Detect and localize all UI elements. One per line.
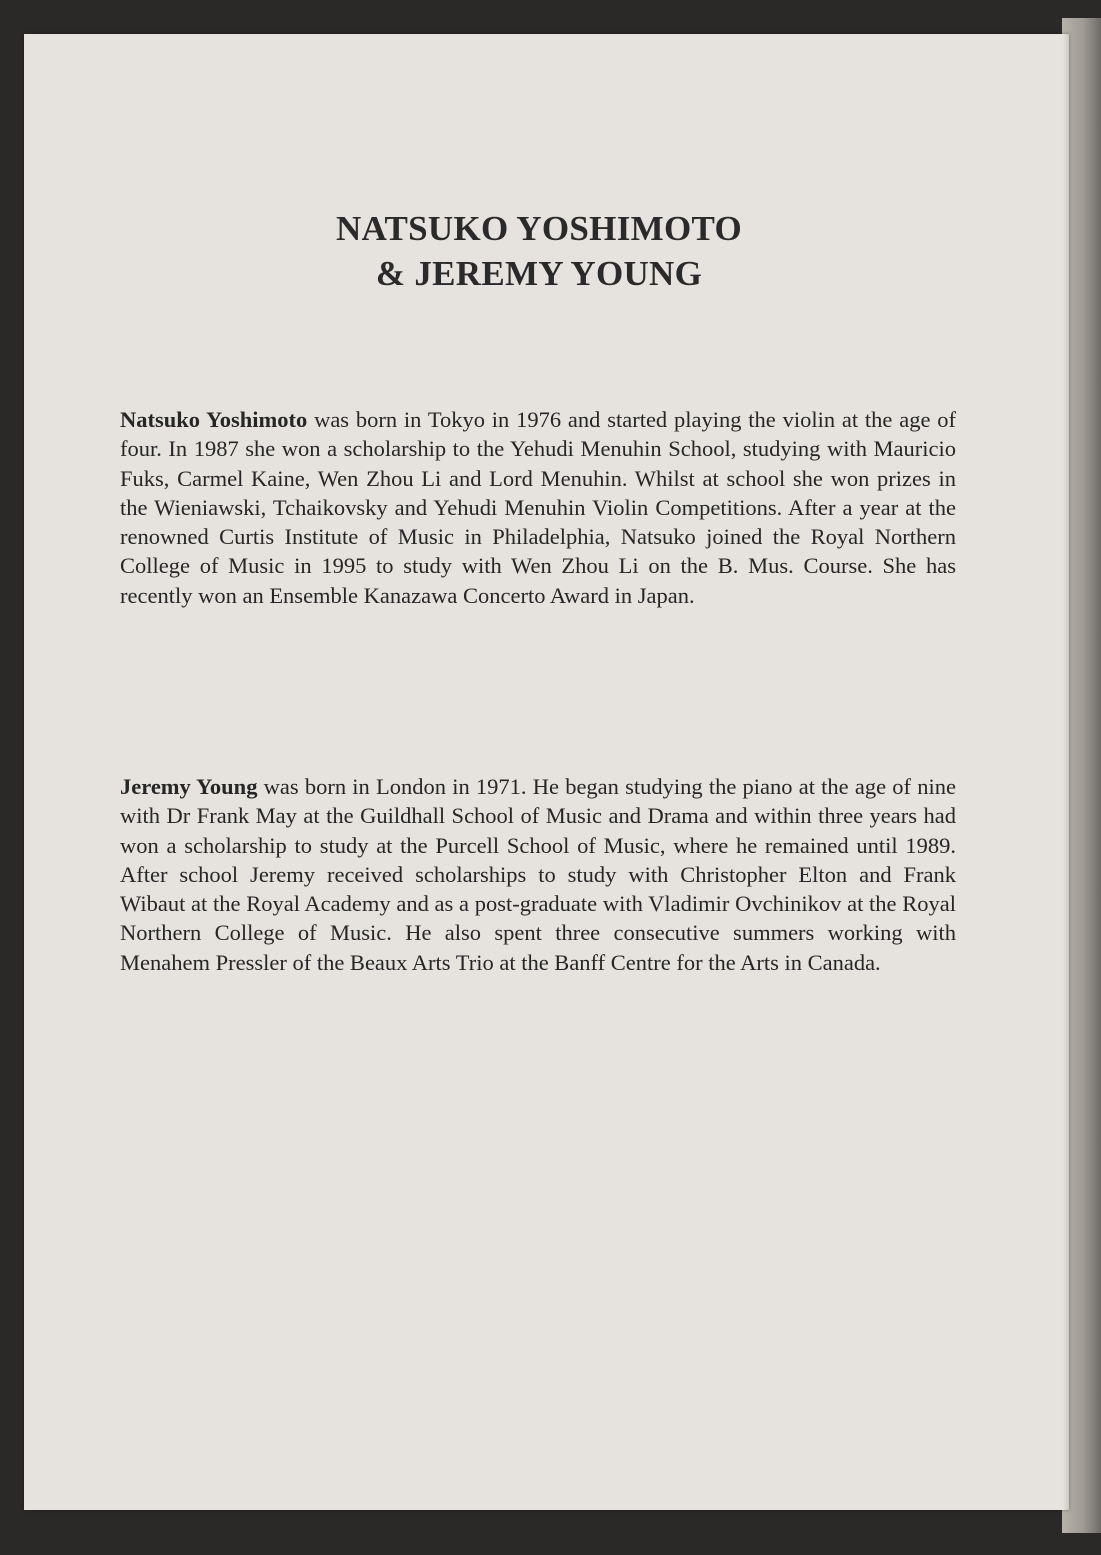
page-title bbox=[24, 206, 1054, 296]
bio-name: Natsuko Yoshimoto bbox=[120, 407, 308, 432]
program-page bbox=[24, 34, 1069, 1510]
bio-jeremy-young bbox=[120, 772, 956, 977]
bio-text: was born in Tokyo in 1976 and started playing the violin at the age of four. In 1987 she won a scholarship to the Yehudi Menuhin School, studying with Mauricio Fuks, Carmel Kaine, Wen Zhou Li and Lord Menuhin. Whilst at school she won prizes in the Wieniawski, Tchaikovsky and Yehudi Menuhin Violin Competitions. After a year at the renowned Curtis Institute of Music in Philadelphia, Natsuko joined the Royal Northern College of Music in 1995 to study with Wen Zhou Li on the B. Mus. Course. She has recently won an Ensemble Kanazawa Concerto Award in Japan. bbox=[120, 407, 957, 608]
bio-name: Jeremy Young bbox=[120, 774, 258, 799]
title-line-2: & JEREMY YOUNG bbox=[375, 254, 703, 293]
bio-text: was born in London in 1971. He began studying the piano at the age of nine with Dr Frank May at the Guildhall School of Music and Drama and within three years had won a scholarship to study at the Purcell School of Music, where he remained until 1989. After school Jeremy received scholarships to study with Christopher Elton and Frank Wibaut at the Royal Academy and as a post-graduate with Vladimir Ovchinikov at the Royal Northern College of Music. He also spent three consecutive summers working with Menahem Pressler of the Beaux Arts Trio at the Banff Centre for the Arts in Canada. bbox=[120, 774, 956, 975]
page-shadow bbox=[1063, 34, 1069, 1510]
bio-natsuko-yoshimoto bbox=[120, 405, 956, 610]
title-line-1: NATSUKO YOSHIMOTO bbox=[335, 209, 743, 248]
